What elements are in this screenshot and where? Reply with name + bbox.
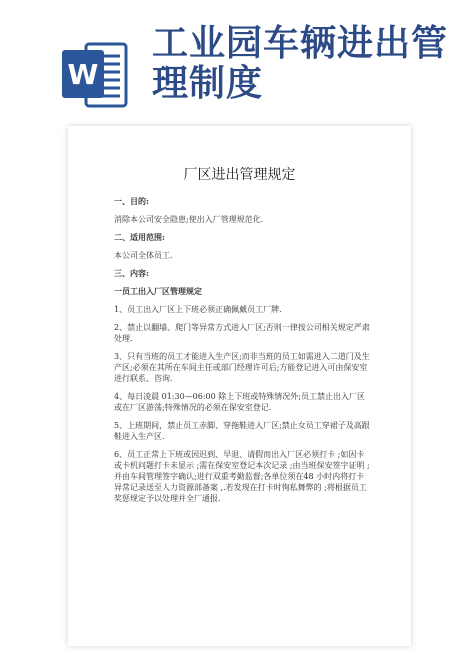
document-paragraph: 一、目的: [114, 196, 149, 206]
document-paragraph: 二、适用范围: [114, 232, 165, 242]
document-title: 厂区进出管理规定 [183, 167, 296, 183]
document-paragraph: 一员工出入厂区管理规定 [114, 286, 202, 296]
document-paragraph: 2、禁止以翻墙、爬门等异常方式进入厂区;否则一律按公司相关规定严肃处理. [114, 323, 370, 343]
document-paragraph: 消除本公司安全隐患;使出入厂管理规范化. [114, 215, 264, 224]
document-paragraph: 3、只有当班的员工才能进入生产区;而非当班的员工如需进入二道门及生产区;必须在其所在车间主任或部门经理许可后;方能登记进入可由保安室进行联系、咨询. [114, 352, 370, 383]
document-paragraph: 本公司全体员工. [114, 251, 173, 260]
document-body [114, 196, 372, 511]
header [0, 0, 474, 110]
document-paragraph: 5、上班期间，禁止员工赤脚、穿拖鞋进入厂区;禁止女员工穿裙子及高跟鞋进入生产区. [114, 421, 370, 441]
document-page [68, 126, 411, 646]
document-paragraph: 1、员工出入厂区上下班必须正确佩戴员工厂牌. [114, 305, 282, 314]
word-document-icon [60, 40, 130, 110]
document-paragraph: 4、每日凌晨 01:30—06:00 除上下班或特殊情况外;员工禁止出入厂区或在厂区游荡;特殊情况的必须在保安室登记. [114, 392, 365, 412]
svg-text:W: W [67, 58, 99, 91]
header-title-line-1: 工业园车辆进出管 [152, 23, 449, 64]
header-title-line-2: 理制度 [152, 63, 264, 104]
document-paragraph: 6、员工正常上下班或因迟到、早退、请假而出入厂区必须打卡 ;如因卡或卡机问题打卡未显示 ;需在保安室登记本次记录 ;由当班保安签字证明 ;并由车间管理签字确认;进行双重考勤监督;各单位须在48 小时内将打卡异常记录送至人力资源部备案 ,.若发现在打卡时徇私舞弊的 ;将根据员工奖惩规定予以处理并全厂通报. [114, 450, 370, 503]
document-paragraph: 三、内容: [114, 268, 149, 278]
